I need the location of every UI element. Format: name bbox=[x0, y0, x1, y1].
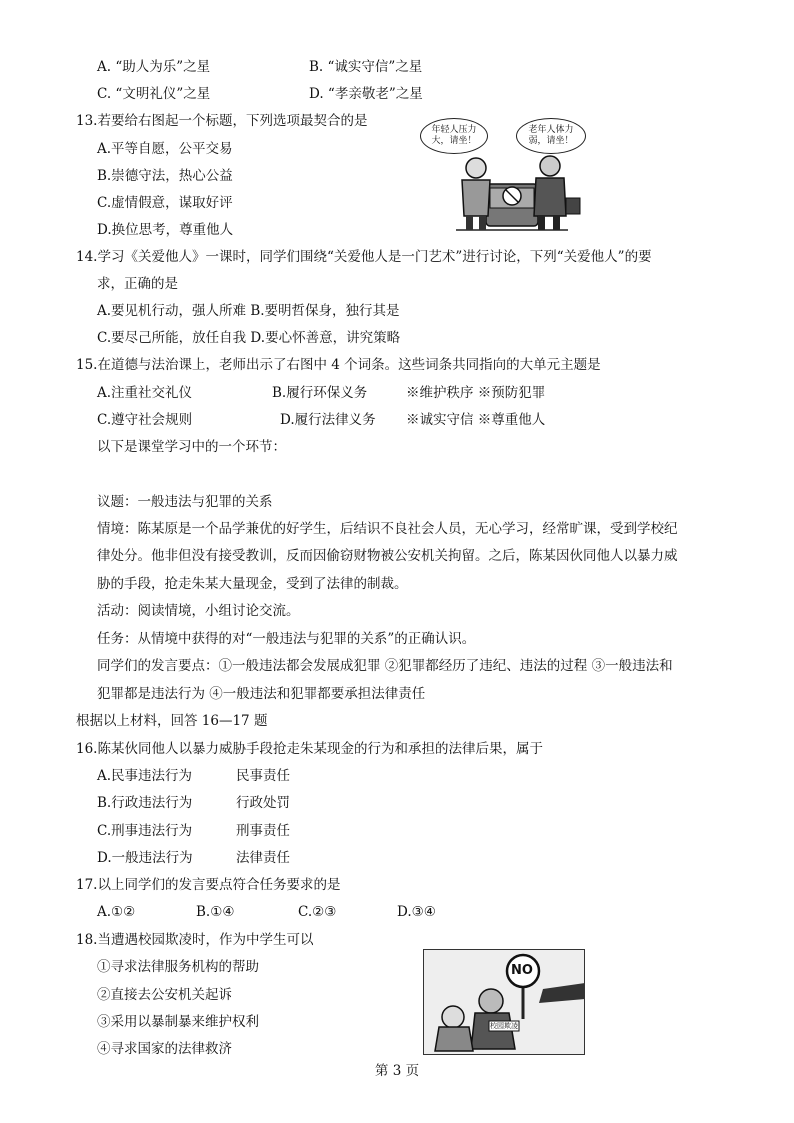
q15-term-row2: ※诚实守信 ※尊重他人 bbox=[406, 412, 546, 428]
q16-stem: 16.陈某伙同他人以暴力威胁手段抢走朱某现金的行为和承担的法律后果，属于 bbox=[76, 741, 543, 757]
q15-option-d: D.履行法律义务 bbox=[280, 412, 376, 428]
q17-option-b: B.①④ bbox=[196, 904, 235, 920]
q16-option-b-result: 行政处罚 bbox=[236, 795, 290, 811]
speech-bubble-left: 年轻人压力大，请坐！ bbox=[420, 118, 488, 154]
material-topic: 议题：一般违法与犯罪的关系 bbox=[97, 494, 273, 510]
q15-option-b: B.履行环保义务 bbox=[272, 385, 368, 401]
q18-stem: 18.当遭遇校园欺凌时，作为中学生可以 bbox=[76, 932, 314, 948]
q14-options-cd: C.要尽己所能，放任自我 D.要心怀善意，讲究策略 bbox=[97, 330, 401, 346]
material-scene-line3: 胁的手段，抢走朱某大量现金，受到了法律的制裁。 bbox=[97, 576, 408, 592]
bully-label: 校园欺凌 bbox=[490, 1022, 518, 1030]
q13-option-c: C.虚情假意，谋取好评 bbox=[97, 195, 233, 211]
q13-option-a: A.平等自愿，公平交易 bbox=[97, 141, 233, 157]
material-intro: 以下是课堂学习中的一个环节： bbox=[97, 439, 286, 455]
material-points-line2: 犯罪都是违法行为 ④一般违法和犯罪都要承担法律责任 bbox=[97, 686, 426, 702]
q13-option-d: D.换位思考，尊重他人 bbox=[97, 222, 234, 238]
q18-cartoon bbox=[423, 949, 585, 1055]
q16-option-d-act: D.一般违法行为 bbox=[97, 850, 193, 866]
material-scene-line1: 情境：陈某原是一个品学兼优的好学生，后结识不良社会人员，无心学习，经常旷课，受到学校纪 bbox=[97, 521, 678, 537]
no-sign-text: NO bbox=[511, 963, 533, 978]
q18-item-3: ③采用以暴制暴来维护权利 bbox=[97, 1014, 259, 1030]
q16-option-a-act: A.民事违法行为 bbox=[97, 768, 193, 784]
q15-term-row1: ※维护秩序 ※预防犯罪 bbox=[406, 385, 546, 401]
q13-option-b: B.崇德守法，热心公益 bbox=[97, 168, 233, 184]
q14-stem-line2: 求，正确的是 bbox=[97, 276, 178, 292]
q13-stem: 13.若要给右图起一个标题，下列选项最契合的是 bbox=[76, 113, 368, 129]
material-activity: 活动：阅读情境，小组讨论交流。 bbox=[97, 603, 300, 619]
q12-option-d: D. “孝亲敬老”之星 bbox=[309, 86, 423, 102]
q17-stem: 17.以上同学们的发言要点符合任务要求的是 bbox=[76, 877, 341, 893]
q16-option-b-act: B.行政违法行为 bbox=[97, 795, 193, 811]
q12-option-a: A. “助人为乐”之星 bbox=[97, 59, 211, 75]
q16-option-c-act: C.刑事违法行为 bbox=[97, 823, 193, 839]
q15-stem: 15.在道德与法治课上，老师出示了右图中 4 个词条。这些词条共同指向的大单元主题是 bbox=[76, 357, 601, 373]
q16-option-c-result: 刑事责任 bbox=[236, 823, 290, 839]
q17-option-c: C.②③ bbox=[298, 904, 337, 920]
speech-bubble-right: 老年人体力弱，请坐！ bbox=[516, 118, 586, 154]
q15-option-a: A.注重社交礼仪 bbox=[97, 385, 193, 401]
q17-option-d: D.③④ bbox=[397, 904, 436, 920]
q15-option-c: C.遵守社会规则 bbox=[97, 412, 193, 428]
q17-option-a: A.①② bbox=[97, 904, 136, 920]
q16-option-a-result: 民事责任 bbox=[236, 768, 290, 784]
q18-item-1: ①寻求法律服务机构的帮助 bbox=[97, 959, 259, 975]
material-instruction: 根据以上材料，回答 16—17 题 bbox=[76, 713, 268, 729]
q14-stem-line1: 14.学习《关爱他人》一课时，同学们围绕“关爱他人是一门艺术”进行讨论，下列“关爱他人”的要 bbox=[76, 249, 652, 265]
q12-option-b: B. “诚实守信”之星 bbox=[309, 59, 423, 75]
material-scene-line2: 律处分。他非但没有接受教训，反而因偷窃财物被公安机关拘留。之后，陈某因伙同他人以暴力威 bbox=[97, 548, 678, 564]
anti-bullying-illustration bbox=[423, 949, 585, 1055]
q18-item-2: ②直接去公安机关起诉 bbox=[97, 987, 232, 1003]
q14-options-ab: A.要见机行动，强人所难 B.要明哲保身，独行其是 bbox=[97, 303, 400, 319]
q12-option-c: C. “文明礼仪”之星 bbox=[97, 86, 211, 102]
q13-cartoon bbox=[418, 118, 608, 234]
q16-option-d-result: 法律责任 bbox=[236, 850, 290, 866]
page-number: 第 3 页 bbox=[374, 1063, 420, 1079]
material-points-line1: 同学们的发言要点：①一般违法都会发展成犯罪 ②犯罪都经历了违纪、违法的过程 ③一般违法和 bbox=[97, 658, 673, 674]
material-task: 任务：从情境中获得的对“一般违法与犯罪的关系”的正确认识。 bbox=[97, 631, 476, 647]
q18-item-4: ④寻求国家的法律救济 bbox=[97, 1041, 232, 1057]
